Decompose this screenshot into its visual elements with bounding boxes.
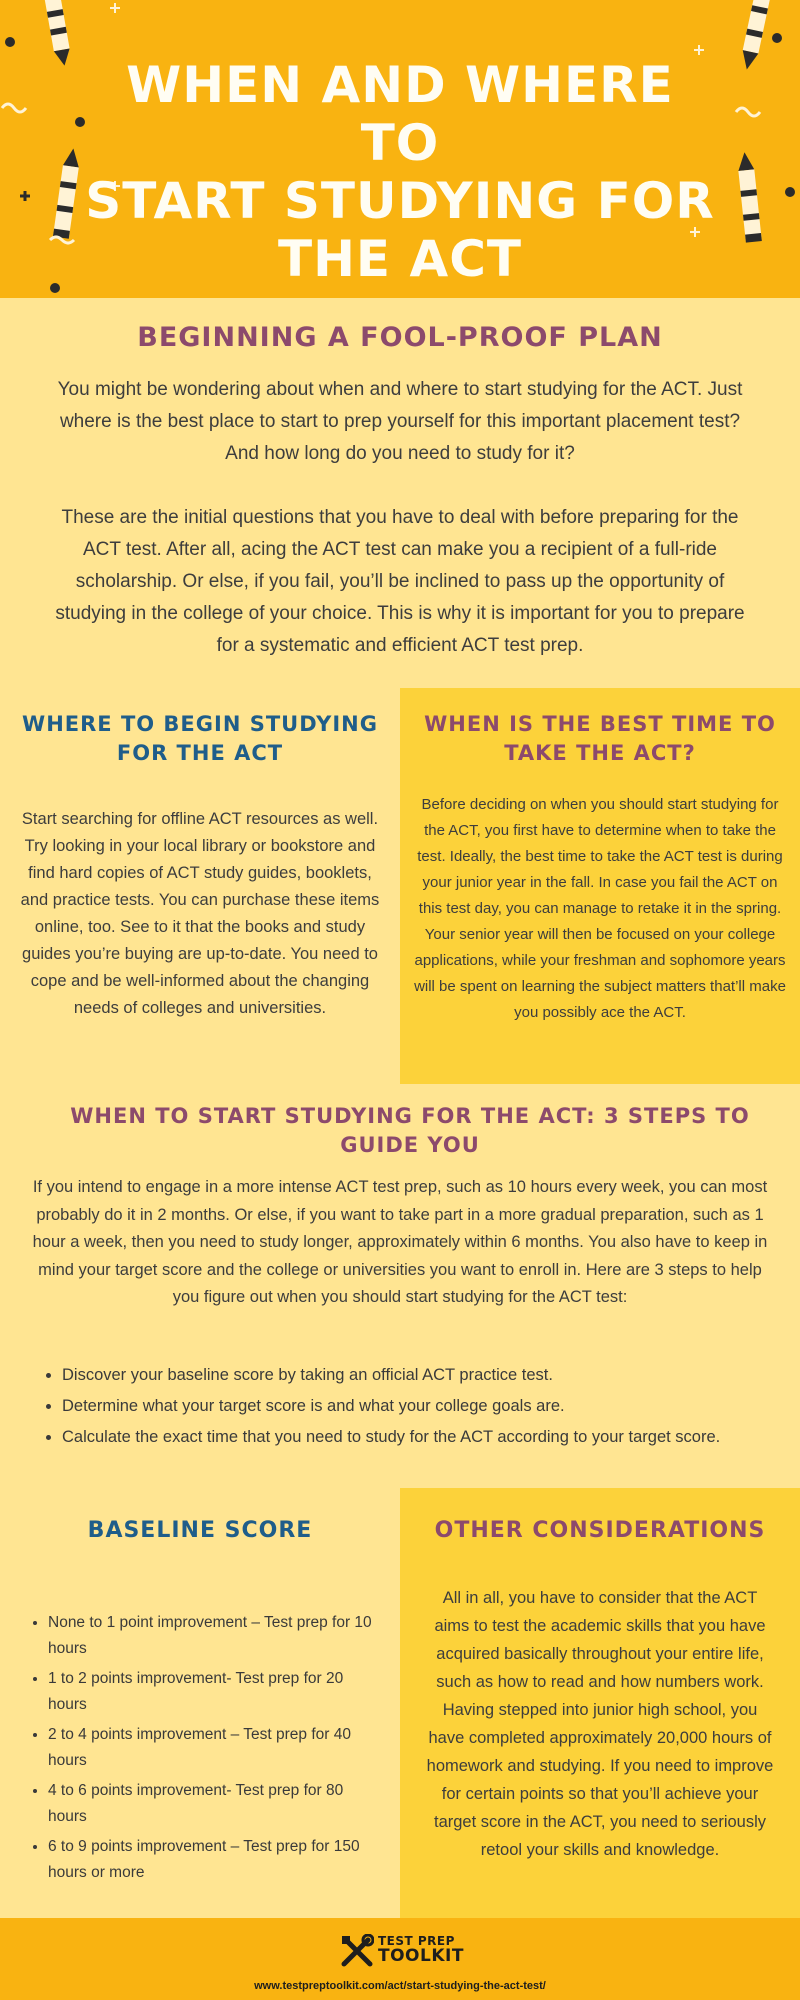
list-item: • 4 to 6 points improvement- Test prep for 80 hours — [48, 1778, 380, 1830]
list-item: • Discover your baseline score by taking an official ACT practice test. — [62, 1362, 760, 1389]
when-section — [400, 688, 800, 1084]
page-title — [80, 56, 720, 288]
title-line: WHEN AND WHERE TO — [126, 56, 674, 172]
intro-paragraph-2: These are the initial questions that you have to deal with before preparing for the ACT test. After all, acing the ACT test can make you a recipient of a full-ride scholarship. Or else, if you fail, you’ll be inclined to pass up the opportunity of studying in the college of your choice. This is why it is important for you to prepare for a systematic and efficient ACT test prep. — [55, 507, 745, 656]
title-line: START STUDYING FOR — [85, 172, 715, 230]
list-item: • None to 1 point improvement – Test prep for 10 hours — [48, 1610, 380, 1662]
header-banner — [0, 0, 800, 298]
steps-body: If you intend to engage in a more intense ACT test prep, such as 10 hours every week, you can most probably do it in 2 months. Or else, if you want to take part in a more gradual preparation, such as 1 hour a week, then you need to study longer, approximately within 6 months. You also have to keep in mind your target score and the college or universities you want to enroll in. Here are 3 steps to help you figure out when you should start studying for the ACT test: — [32, 1178, 768, 1306]
other-body: All in all, you have to consider that the ACT aims to test the academic skills that you have acquired basically throughout your entire life, such as how to read and how numbers work. Having stepped into junior high school, you have completed approximately 20,000 hours of homework and studying. If you need to improve for certain points so that you’ll achieve your target score in the ACT, you need to seriously retool your skills and knowledge. — [426, 1589, 774, 1859]
when-body: Before deciding on when you should start studying for the ACT, you first have to determine when to take the test. Ideally, the best time to take the ACT test is during your junior year in the fall. In case you fail the ACT on this test day, you can manage to retake it in the spring. Your senior year will then be focused on your college applications, while your freshman and sophomore years will be spent on learning the subject matters that’ll make you possibly ace the ACT. — [414, 796, 786, 1021]
other-section — [400, 1488, 800, 1918]
steps-heading: WHEN TO START STUDYING FOR THE ACT: 3 STEPS TO GUIDE YOU — [70, 1104, 750, 1157]
other-heading: OTHER CONSIDERATIONS — [434, 1518, 766, 1543]
intro-section — [0, 298, 800, 688]
steps-section — [0, 1084, 800, 1488]
list-item: • 6 to 9 points improvement – Test prep for 150 hours or more — [48, 1834, 380, 1886]
logo-line-2: TOOLKIT — [378, 1946, 464, 1966]
list-item: • Calculate the exact time that you need to study for the ACT according to your target score. — [62, 1424, 760, 1451]
logo-line-1: TEST PREP — [378, 1934, 455, 1948]
baseline-list — [26, 1610, 380, 1890]
intro-paragraph-1: You might be wondering about when and where to start studying for the ACT. Just where is the best place to start to prep yourself for this important placement test? And how long do you need to study for it? — [57, 379, 743, 464]
baseline-heading: BASELINE SCORE — [87, 1518, 313, 1543]
intro-heading: BEGINNING A FOOL-PROOF PLAN — [137, 322, 663, 353]
logo-text — [378, 1934, 464, 1964]
test-prep-toolkit-logo[interactable] — [340, 1932, 464, 1972]
where-section — [0, 688, 400, 1084]
list-item: • Determine what your target score is and what your college goals are. — [62, 1393, 760, 1420]
title-line: THE ACT — [277, 230, 522, 288]
baseline-section — [0, 1488, 400, 1918]
list-item: • 2 to 4 points improvement – Test prep for 40 hours — [48, 1722, 380, 1774]
steps-list — [40, 1362, 760, 1455]
footer — [0, 1918, 800, 2000]
where-body: Start searching for offline ACT resources as well. Try looking in your local library or bookstore and find hard copies of ACT study guides, booklets, and practice tests. You can purchase these items online, too. See to it that the books and study guides you’re buying are up-to-date. You need to cope and be well-informed about the changing needs of colleges and universities. — [20, 810, 380, 1017]
where-heading: WHERE TO BEGIN STUDYING FOR THE ACT — [22, 712, 378, 765]
list-item: • 1 to 2 points improvement- Test prep for 20 hours — [48, 1666, 380, 1718]
footer-url-link[interactable]: www.testpreptoolkit.com/act/start-studying-the-act-test/ — [254, 1980, 546, 1992]
when-heading: WHEN IS THE BEST TIME TO TAKE THE ACT? — [424, 712, 776, 765]
crossed-tools-icon — [340, 1934, 374, 1968]
